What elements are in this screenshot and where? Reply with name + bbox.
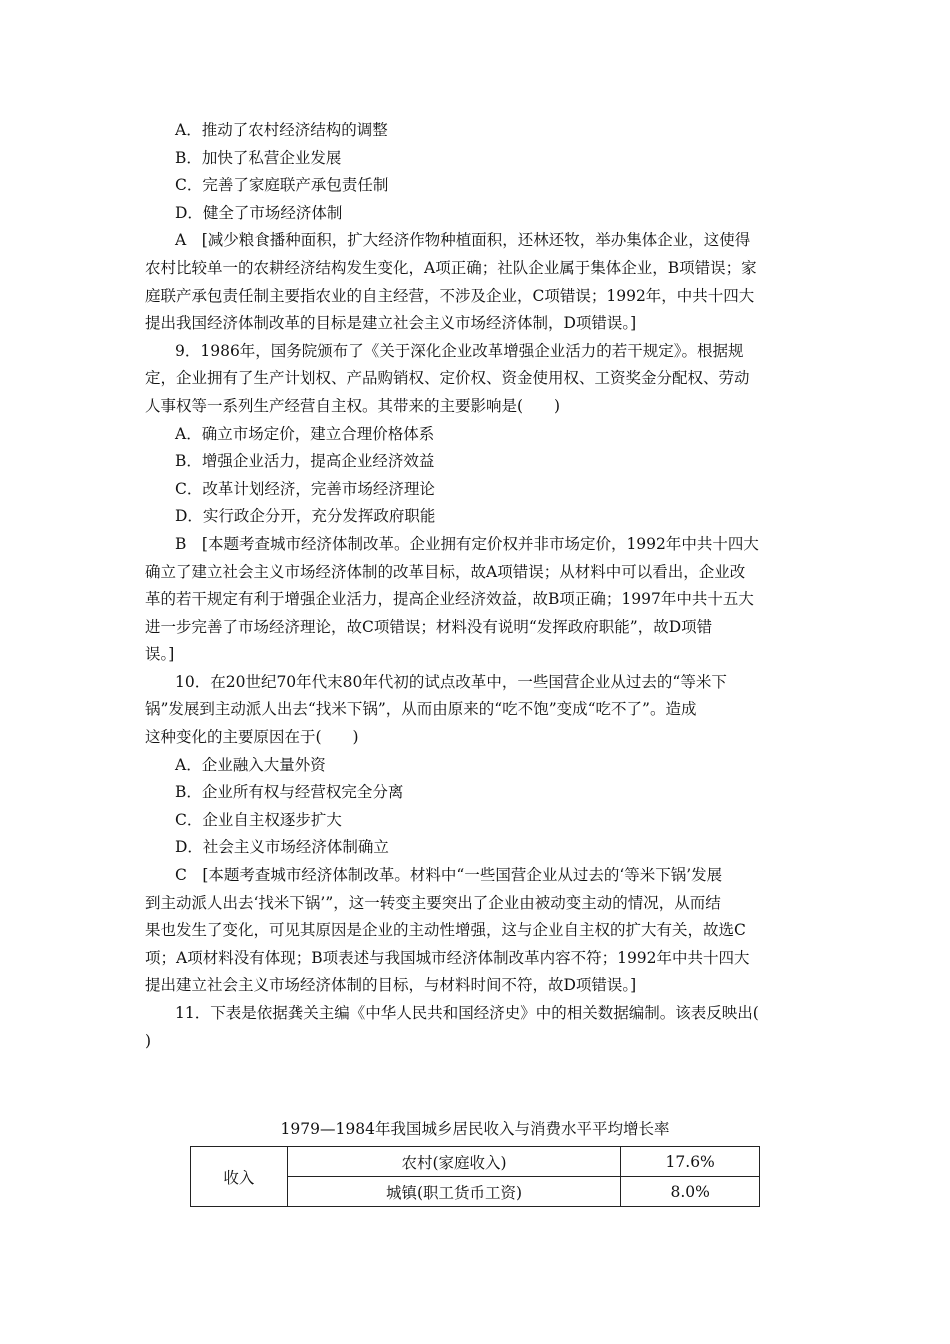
q10-stem-line: 这种变化的主要原因在于( )	[145, 728, 359, 747]
q8-option-b: B．加快了私营企业发展	[175, 148, 342, 167]
q8-answer-line: A [减少粮食播种面积，扩大经济作物种植面积，还林还牧，举办集体企业，这使得	[175, 231, 751, 250]
q10-option-c: C．企业自主权逐步扩大	[175, 810, 342, 829]
q9-answer-line: 革的若干规定有利于增强企业活力，提高企业经济效益，故B项正确；1997年中共十五大	[145, 590, 754, 609]
q10-option-b: B．企业所有权与经营权完全分离	[175, 783, 404, 802]
q9-answer-line: 进一步完善了市场经济理论，故C项错误；材料没有说明“发挥政府职能”，故D项错	[145, 617, 713, 636]
q9-option-b: B．增强企业活力，提高企业经济效益	[175, 452, 435, 471]
table-group-label: 收入	[191, 1147, 288, 1207]
q8-option-a: A．推动了农村经济结构的调整	[175, 121, 388, 139]
q8-answer-line: 提出我国经济体制改革的目标是建立社会主义市场经济体制，D项错误。]	[145, 314, 637, 333]
q10-stem-line: 10．在20世纪70年代末80年代初的试点改革中，一些国营企业从过去的“等米下	[175, 672, 727, 691]
table-row-value: 8.0%	[621, 1177, 760, 1207]
q8-option-d: D．健全了市场经济体制	[175, 203, 343, 222]
q11-stem-line: 11．下表是依据龚关主编《中华人民共和国经济史》中的相关数据编制。该表反映出(	[175, 1004, 759, 1022]
q9-answer-line: 误。]	[145, 645, 175, 664]
table-row-label: 城镇(职工货币工资)	[287, 1177, 621, 1207]
table-row	[191, 1147, 760, 1177]
q10-answer-line: C [本题考查城市经济体制改革。材料中“一些国营企业从过去的‘等米下锅’发展	[175, 866, 723, 885]
q9-answer-line: B [本题考查城市经济体制改革。企业拥有定价权并非市场定价，1992年中共十四大	[175, 534, 759, 553]
q10-answer-line: 项；A项材料没有体现；B项表述与我国城市经济体制改革内容不符；1992年中共十四大	[145, 948, 750, 967]
q9-answer-line: 确立了建立社会主义市场经济体制的改革目标，故A项错误；从材料中可以看出，企业改	[145, 562, 746, 581]
q10-option-a: A．企业融入大量外资	[175, 755, 326, 774]
q9-option-c: C．改革计划经济，完善市场经济理论	[175, 479, 435, 498]
q8-answer-line: 农村比较单一的农耕经济结构发生变化，A项正确；社队企业属于集体企业，B项错误；家	[145, 258, 757, 277]
q9-option-d: D．实行政企分开，充分发挥政府职能	[175, 507, 436, 526]
q9-stem-line: 人事权等一系列生产经营自主权。其带来的主要影响是( )	[145, 396, 561, 415]
q8-option-c: C．完善了家庭联产承包责任制	[175, 176, 389, 195]
table-title: 1979—1984年我国城乡居民收入与消费水平平均增长率	[280, 1120, 670, 1138]
table-row-label: 农村(家庭收入)	[287, 1147, 621, 1177]
q10-answer-line: 到主动派人出去‘找米下锅’”，这一转变主要突出了企业由被动变主动的情况，从而结	[145, 893, 721, 912]
q10-answer-line: 果也发生了变化，可见其原因是企业的主动性增强，这与企业自主权的扩大有关，故选C	[145, 921, 746, 940]
q9-stem-line: 定，企业拥有了生产计划权、产品购销权、定价权、资金使用权、工资奖金分配权、劳动	[145, 369, 750, 388]
q10-answer-line: 提出建立社会主义市场经济体制的目标，与材料时间不符，故D项错误。]	[145, 976, 637, 995]
q9-option-a: A．确立市场定价，建立合理价格体系	[175, 424, 435, 443]
q8-answer-line: 庭联产承包责任制主要指农业的自主经营，不涉及企业，C项错误；1992年，中共十四大	[145, 286, 755, 305]
q10-option-d: D．社会主义市场经济体制确立	[175, 838, 389, 857]
table-row-value: 17.6%	[621, 1147, 760, 1177]
q9-stem-line: 9．1986年，国务院颁布了《关于深化企业改革增强企业活力的若干规定》。根据规	[175, 341, 744, 360]
q10-stem-line: 锅”发展到主动派人出去“找米下锅”，从而由原来的“吃不饱”变成“吃不了”。造成	[145, 700, 697, 719]
income-growth-table	[190, 1146, 760, 1207]
document-body	[145, 117, 805, 1055]
q11-stem-line: )	[145, 1031, 152, 1050]
